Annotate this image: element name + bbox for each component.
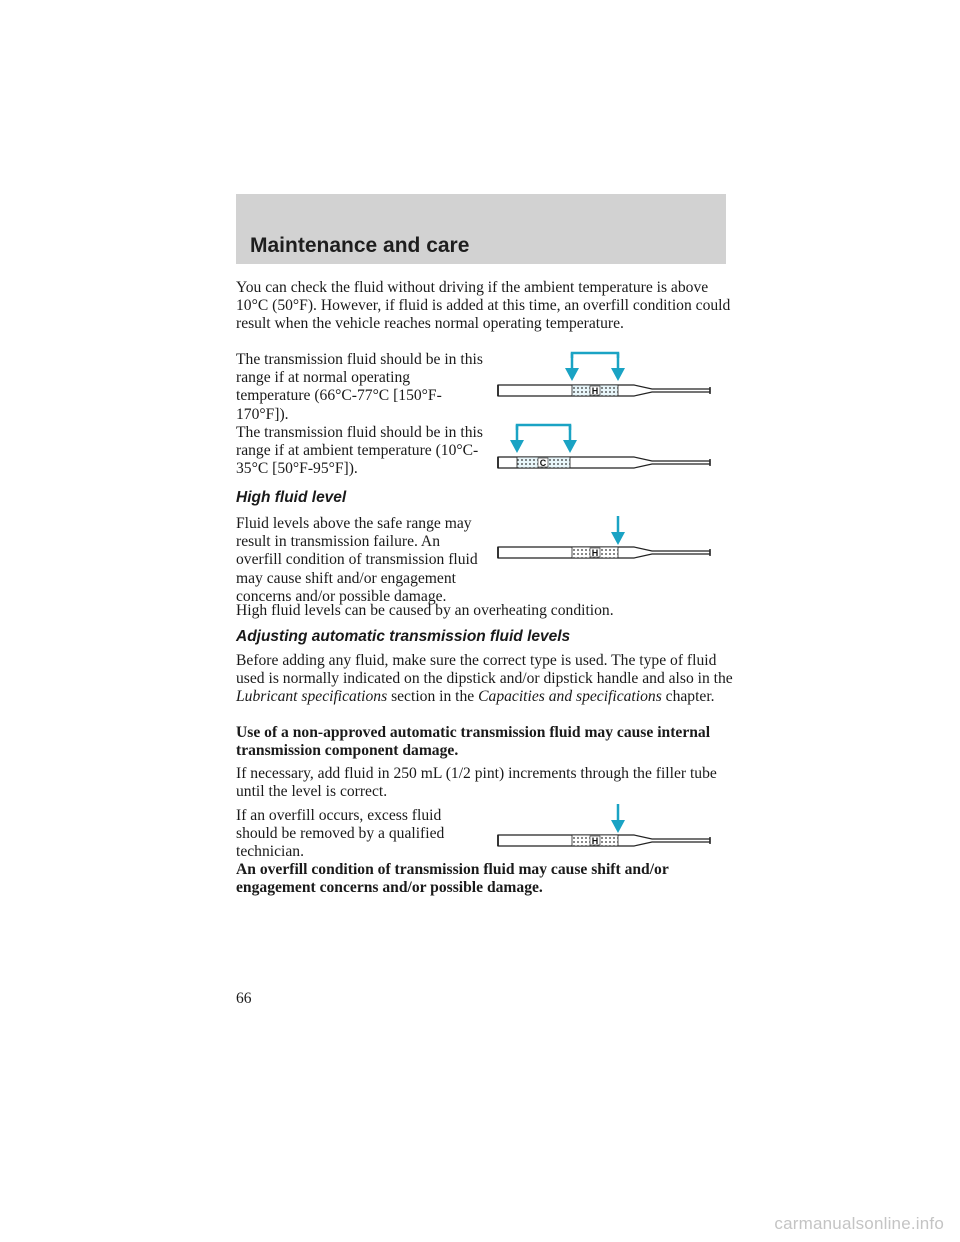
- paragraph-normal-range: The transmission fluid should be in this range if at normal operating temperature (66°C-77°C [150°F-170°F]).: [236, 351, 483, 423]
- arrow-down-icon: [563, 440, 577, 453]
- paragraph-overfill-removal: If an overfill occurs, excess fluid should be removed by a qualified technician.: [236, 807, 445, 861]
- paragraph-ambient-check: You can check the fluid without driving if the ambient temperature is above 10°C (50°F). However, if fluid is added at this time, an overfill condition could result when the vehicle reaches normal operating temperature.: [236, 279, 731, 333]
- cold-mark-label: C: [539, 458, 547, 468]
- dipstick-overfill-diagram-2: [492, 800, 718, 862]
- dipstick-overfill-diagram: [492, 512, 718, 574]
- section-title: Maintenance and care: [250, 234, 470, 257]
- dipstick-hot-range-diagram: [492, 350, 718, 412]
- watermark: carmanualsonline.info: [774, 1214, 944, 1233]
- section-header: [236, 194, 726, 264]
- paragraph-high-fluid-text: Fluid levels above the safe range may result in transmission failure. An overfill condition of transmission fluid may cause shift and/or engagement concerns and/or possible damage.: [236, 515, 478, 605]
- paragraph-ambient-range: The transmission fluid should be in this range if at ambient temperature (10°C-35°C [50°F-95°F]).: [236, 424, 483, 478]
- range-bracket: [517, 425, 570, 430]
- heading-adjusting-levels: Adjusting automatic transmission fluid levels: [236, 628, 571, 645]
- warning-non-approved-fluid: Use of a non-approved automatic transmission fluid may cause internal transmission component damage.: [236, 724, 711, 760]
- link-capacities-specifications: Capacities and specifications: [478, 688, 662, 706]
- hot-mark-label: H: [591, 548, 599, 558]
- heading-high-fluid-level: High fluid level: [236, 489, 347, 506]
- range-bracket: [572, 353, 618, 358]
- hot-mark-label: H: [591, 836, 599, 846]
- page-number: 66: [236, 990, 252, 1007]
- link-lubricant-specifications: Lubricant specifications: [236, 688, 388, 706]
- paragraph-add-increments: If necessary, add fluid in 250 mL (1/2 pint) increments through the filler tube until the level is correct.: [236, 765, 717, 801]
- dipstick-cold-range-diagram: [492, 422, 718, 484]
- arrow-down-icon: [611, 820, 625, 833]
- arrow-down-icon: [611, 532, 625, 545]
- hot-mark-label: H: [591, 386, 599, 396]
- warning-overfill: An overfill condition of transmission fluid may cause shift and/or engagement concerns and/or possible damage.: [236, 861, 669, 897]
- arrow-down-icon: [510, 440, 524, 453]
- paragraph-fluid-type: Before adding any fluid, make sure the correct type is used. The type of fluid used is normally indicated on the dipstick and/or dipstick handle and also in the Lubricant specifications section in the Capacities and specifications chapter.: [236, 652, 733, 706]
- arrow-down-icon: [565, 368, 579, 381]
- paragraph-overheating: High fluid levels can be caused by an overheating condition.: [236, 602, 614, 619]
- arrow-down-icon: [611, 368, 625, 381]
